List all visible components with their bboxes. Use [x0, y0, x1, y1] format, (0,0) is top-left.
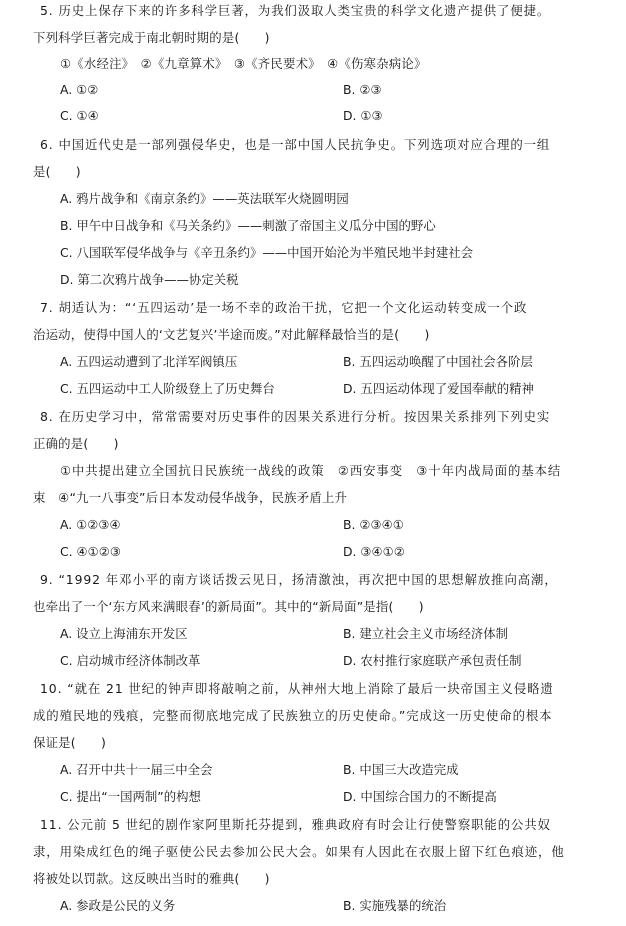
- q6-option-c[interactable]: C. 八国联军侵华战争与《辛丑条约》——中国开始沦为半殖民地半封建社会: [60, 245, 474, 260]
- q6-option-b[interactable]: B. 甲午中日战争和《马关条约》——刺激了帝国主义瓜分中国的野心: [60, 218, 436, 233]
- q9-stem-line2: 也牵出了一个‘东方风来满眼春’的新局面”。其中的“新局面”是指( ): [33, 599, 424, 614]
- q10-option-c[interactable]: C. 提出“一国两制”的构想: [60, 789, 201, 804]
- q6-stem-line1: 6. 中国近代史是一部列强侵华史，也是一部中国人民抗争史。下列选项对应合理的一组: [40, 137, 551, 152]
- q10-option-d[interactable]: D. 中国综合国力的不断提高: [343, 789, 497, 804]
- q10-option-b[interactable]: B. 中国三大改造完成: [343, 762, 459, 777]
- q7-stem-line1: 7. 胡适认为：“‘五四运动’是一场不幸的政治干扰，它把一个文化运动转变成一个政: [40, 300, 528, 315]
- q7-option-b[interactable]: B. 五四运动唤醒了中国社会各阶层: [343, 354, 533, 369]
- q10-stem-line3: 保证是( ): [33, 735, 107, 750]
- q9-option-d[interactable]: D. 农村推行家庭联产承包责任制: [343, 653, 522, 668]
- q7-option-a[interactable]: A. 五四运动遭到了北洋军阀镇压: [60, 354, 238, 369]
- q9-stem-line1: 9. “1992 年邓小平的南方谈话拨云见日，扬清激浊，再次把中国的思想解放推向高潮，: [40, 572, 558, 587]
- q10-option-a[interactable]: A. 召开中共十一届三中全会: [60, 762, 213, 777]
- q6-option-d[interactable]: D. 第二次鸦片战争——协定关税: [60, 272, 239, 287]
- q9-option-c[interactable]: C. 启动城市经济体制改革: [60, 653, 201, 668]
- q5-option-b[interactable]: B. ②③: [343, 82, 382, 97]
- q9-option-b[interactable]: B. 建立社会主义市场经济体制: [343, 626, 509, 641]
- q11-stem-line3: 将被处以罚款。这反映出当时的雅典( ): [33, 871, 270, 886]
- q8-sub-items-line2: 束 ④“九一八事变”后日本发动侵华战争，民族矛盾上升: [33, 490, 348, 505]
- q6-option-a[interactable]: A. 鸦片战争和《南京条约》——英法联军火烧圆明园: [60, 191, 349, 206]
- q7-option-d[interactable]: D. 五四运动体现了爱国奉献的精神: [343, 381, 534, 396]
- q11-option-a[interactable]: A. 参政是公民的义务: [60, 898, 176, 913]
- q5-stem-line2: 下列科学巨著完成于南北朝时期的是( ): [33, 30, 270, 45]
- q10-stem-line1: 10. “就在 21 世纪的钟声即将敲响之前，从神州大地上消除了最后一块帝国主义侵略遗: [40, 681, 554, 696]
- q8-option-c[interactable]: C. ④①②③: [60, 544, 121, 559]
- q9-option-a[interactable]: A. 设立上海浦东开发区: [60, 626, 188, 641]
- q5-option-a[interactable]: A. ①②: [60, 82, 99, 97]
- q5-option-d[interactable]: D. ①③: [343, 108, 383, 123]
- q7-option-c[interactable]: C. 五四运动中工人阶级登上了历史舞台: [60, 381, 275, 396]
- q6-stem-line2: 是( ): [33, 164, 81, 179]
- q11-stem-line1: 11. 公元前 5 世纪的剧作家阿里斯托芬提到，雅典政府有时会让行使警察职能的公共奴: [40, 817, 551, 832]
- q10-stem-line2: 成的殖民地的残痕，完整而彻底地完成了民族独立的历史使命。”完成这一历史使命的根本: [33, 708, 553, 723]
- q11-option-b[interactable]: B. 实施残暴的统治: [343, 898, 447, 913]
- q5-option-c[interactable]: C. ①④: [60, 108, 99, 123]
- q8-stem-line2: 正确的是( ): [33, 436, 119, 451]
- q8-option-a[interactable]: A. ①②③④: [60, 517, 121, 532]
- q5-stem-line1: 5. 历史上保存下来的许多科学巨著，为我们汲取人类宝贵的科学文化遗产提供了便捷。: [40, 3, 551, 18]
- q7-stem-line2: 治运动，使得中国人的‘文艺复兴’半途而废。”对此解释最恰当的是( ): [33, 327, 430, 342]
- q8-sub-items-line1: ①中共提出建立全国抗日民族统一战线的政策 ②西安事变 ③十年内战局面的基本结: [60, 463, 562, 478]
- q8-stem-line1: 8. 在历史学习中，常常需要对历史事件的因果关系进行分析。按因果关系排列下列史实: [40, 409, 551, 424]
- q5-sub-items: ①《水经注》 ②《九章算术》 ③《齐民要术》 ④《伤寒杂病论》: [60, 56, 427, 71]
- q8-option-d[interactable]: D. ③④①②: [343, 544, 405, 559]
- q11-stem-line2: 隶，用染成红色的绳子驱使公民去参加公民大会。如果有人因此在衣服上留下红色痕迹，他: [33, 844, 565, 859]
- q8-option-b[interactable]: B. ②③④①: [343, 517, 404, 532]
